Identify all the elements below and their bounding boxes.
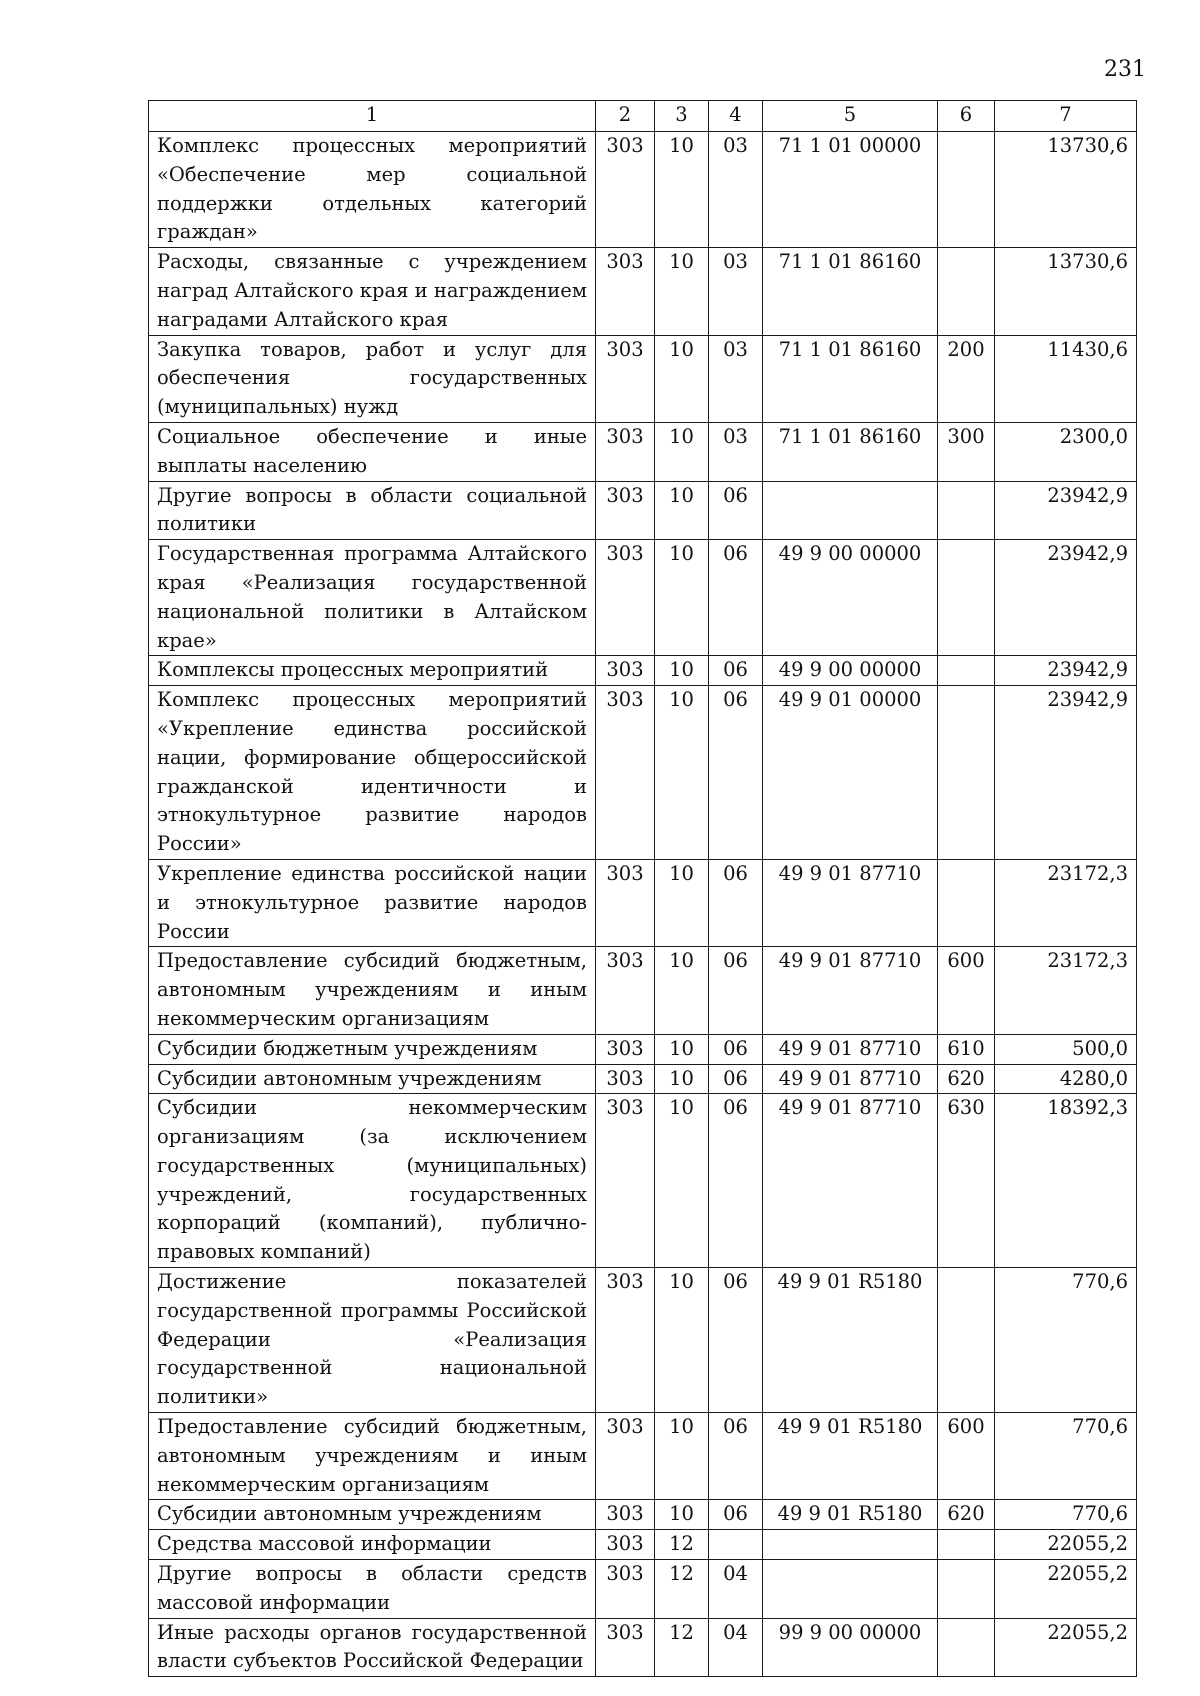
expense-type-cell	[938, 132, 995, 248]
row-name-cell: Субсидии некоммерческим организациям (за исключением государственных (муниципальных) учреждений, государственных корпораций (компаний), публично-правовых компаний)	[149, 1094, 596, 1268]
amount-cell: 23942,9	[995, 540, 1137, 656]
table-row	[149, 656, 1137, 686]
target-article-cell: 71 1 01 00000	[763, 132, 938, 248]
grbs-code-cell: 303	[596, 1500, 655, 1530]
amount-cell: 23942,9	[995, 686, 1137, 860]
grbs-code-cell: 303	[596, 859, 655, 946]
section-code-cell: 10	[655, 422, 709, 481]
amount-cell: 13730,6	[995, 132, 1137, 248]
row-name-cell: Государственная программа Алтайского края «Реализация государственной национальной политики в Алтайском крае»	[149, 540, 596, 656]
table-row	[149, 1413, 1137, 1500]
row-name-cell: Предоставление субсидий бюджетным, автономным учреждениям и иным некоммерческим организациям	[149, 947, 596, 1034]
amount-cell: 770,6	[995, 1500, 1137, 1530]
table-row	[149, 1560, 1137, 1619]
subsection-code-cell: 03	[709, 335, 763, 422]
grbs-code-cell: 303	[596, 481, 655, 540]
table-row	[149, 248, 1137, 335]
expense-type-cell: 600	[938, 947, 995, 1034]
header-cell-2: 2	[596, 101, 655, 132]
amount-cell: 500,0	[995, 1034, 1137, 1064]
expense-type-cell: 630	[938, 1094, 995, 1268]
header-cell-3: 3	[655, 101, 709, 132]
row-name-cell: Другие вопросы в области средств массовой информации	[149, 1560, 596, 1619]
subsection-code-cell: 04	[709, 1560, 763, 1619]
grbs-code-cell: 303	[596, 1560, 655, 1619]
grbs-code-cell: 303	[596, 422, 655, 481]
grbs-code-cell: 303	[596, 656, 655, 686]
amount-cell: 22055,2	[995, 1560, 1137, 1619]
grbs-code-cell: 303	[596, 1413, 655, 1500]
row-name-cell: Комплекс процессных мероприятий «Обеспечение мер социальной поддержки отдельных категорий граждан»	[149, 132, 596, 248]
row-name-cell: Иные расходы органов государственной власти субъектов Российской Федерации	[149, 1618, 596, 1677]
expense-type-cell: 600	[938, 1413, 995, 1500]
target-article-cell	[763, 481, 938, 540]
table-row	[149, 1064, 1137, 1094]
section-code-cell: 10	[655, 481, 709, 540]
grbs-code-cell: 303	[596, 1094, 655, 1268]
section-code-cell: 10	[655, 1094, 709, 1268]
amount-cell: 22055,2	[995, 1618, 1137, 1677]
row-name-cell: Достижение показателей государственной программы Российской Федерации «Реализация государственной национальной политики»	[149, 1268, 596, 1413]
grbs-code-cell: 303	[596, 686, 655, 860]
row-name-cell: Закупка товаров, работ и услуг для обеспечения государственных (муниципальных) нужд	[149, 335, 596, 422]
grbs-code-cell: 303	[596, 1034, 655, 1064]
grbs-code-cell: 303	[596, 947, 655, 1034]
table-body	[149, 132, 1137, 1677]
expense-type-cell: 200	[938, 335, 995, 422]
target-article-cell: 49 9 01 R5180	[763, 1268, 938, 1413]
row-name-cell: Субсидии бюджетным учреждениям	[149, 1034, 596, 1064]
target-article-cell: 49 9 01 87710	[763, 1064, 938, 1094]
section-code-cell: 10	[655, 1268, 709, 1413]
table-row	[149, 1094, 1137, 1268]
subsection-code-cell: 06	[709, 947, 763, 1034]
target-article-cell: 71 1 01 86160	[763, 248, 938, 335]
amount-cell: 23172,3	[995, 947, 1137, 1034]
expense-type-cell	[938, 686, 995, 860]
amount-cell: 770,6	[995, 1413, 1137, 1500]
section-code-cell: 10	[655, 248, 709, 335]
table-row	[149, 481, 1137, 540]
subsection-code-cell: 03	[709, 248, 763, 335]
grbs-code-cell: 303	[596, 248, 655, 335]
section-code-cell: 10	[655, 947, 709, 1034]
section-code-cell: 10	[655, 686, 709, 860]
amount-cell: 2300,0	[995, 422, 1137, 481]
section-code-cell: 10	[655, 335, 709, 422]
header-cell-7: 7	[995, 101, 1137, 132]
table-row	[149, 859, 1137, 946]
table-row	[149, 1500, 1137, 1530]
row-name-cell: Субсидии автономным учреждениям	[149, 1064, 596, 1094]
amount-cell: 4280,0	[995, 1064, 1137, 1094]
row-name-cell: Укрепление единства российской нации и этнокультурное развитие народов России	[149, 859, 596, 946]
section-code-cell: 10	[655, 1034, 709, 1064]
table-row	[149, 1268, 1137, 1413]
subsection-code-cell: 06	[709, 1064, 763, 1094]
grbs-code-cell: 303	[596, 1530, 655, 1560]
table-row	[149, 422, 1137, 481]
expense-type-cell: 620	[938, 1064, 995, 1094]
subsection-code-cell: 06	[709, 1500, 763, 1530]
row-name-cell: Комплекс процессных мероприятий «Укрепление единства российской нации, формирование общероссийской гражданской идентичности и этнокультурное развитие народов России»	[149, 686, 596, 860]
page-number: 231	[1104, 57, 1146, 82]
expense-type-cell	[938, 540, 995, 656]
row-name-cell: Средства массовой информации	[149, 1530, 596, 1560]
header-cell-1: 1	[149, 101, 596, 132]
section-code-cell: 10	[655, 656, 709, 686]
table-row	[149, 335, 1137, 422]
header-row	[149, 101, 1137, 132]
table-row	[149, 947, 1137, 1034]
subsection-code-cell: 04	[709, 1618, 763, 1677]
expense-type-cell	[938, 1268, 995, 1413]
header-cell-5: 5	[763, 101, 938, 132]
target-article-cell: 49 9 01 87710	[763, 947, 938, 1034]
amount-cell: 23172,3	[995, 859, 1137, 946]
subsection-code-cell: 06	[709, 859, 763, 946]
expense-type-cell: 610	[938, 1034, 995, 1064]
table-row	[149, 686, 1137, 860]
header-cell-6: 6	[938, 101, 995, 132]
amount-cell: 11430,6	[995, 335, 1137, 422]
subsection-code-cell: 06	[709, 1413, 763, 1500]
subsection-code-cell: 06	[709, 540, 763, 656]
target-article-cell: 99 9 00 00000	[763, 1618, 938, 1677]
expense-type-cell: 300	[938, 422, 995, 481]
target-article-cell: 49 9 00 00000	[763, 656, 938, 686]
target-article-cell: 49 9 00 00000	[763, 540, 938, 656]
subsection-code-cell: 03	[709, 422, 763, 481]
subsection-code-cell: 06	[709, 656, 763, 686]
row-name-cell: Комплексы процессных мероприятий	[149, 656, 596, 686]
section-code-cell: 10	[655, 859, 709, 946]
target-article-cell	[763, 1530, 938, 1560]
subsection-code-cell: 06	[709, 1268, 763, 1413]
section-code-cell: 10	[655, 1064, 709, 1094]
amount-cell: 13730,6	[995, 248, 1137, 335]
target-article-cell	[763, 1560, 938, 1619]
section-code-cell: 12	[655, 1530, 709, 1560]
grbs-code-cell: 303	[596, 1268, 655, 1413]
target-article-cell: 49 9 01 87710	[763, 859, 938, 946]
target-article-cell: 49 9 01 87710	[763, 1034, 938, 1064]
subsection-code-cell	[709, 1530, 763, 1560]
amount-cell: 23942,9	[995, 481, 1137, 540]
row-name-cell: Социальное обеспечение и иные выплаты населению	[149, 422, 596, 481]
grbs-code-cell: 303	[596, 132, 655, 248]
table-row	[149, 1618, 1137, 1677]
table-row	[149, 132, 1137, 248]
amount-cell: 770,6	[995, 1268, 1137, 1413]
expense-type-cell	[938, 1560, 995, 1619]
expense-type-cell	[938, 656, 995, 686]
row-name-cell: Предоставление субсидий бюджетным, автономным учреждениям и иным некоммерческим организациям	[149, 1413, 596, 1500]
subsection-code-cell: 06	[709, 1034, 763, 1064]
header-cell-4: 4	[709, 101, 763, 132]
subsection-code-cell: 03	[709, 132, 763, 248]
table-row	[149, 1530, 1137, 1560]
target-article-cell: 49 9 01 00000	[763, 686, 938, 860]
expense-type-cell	[938, 248, 995, 335]
expense-type-cell	[938, 481, 995, 540]
target-article-cell: 71 1 01 86160	[763, 422, 938, 481]
subsection-code-cell: 06	[709, 1094, 763, 1268]
amount-cell: 23942,9	[995, 656, 1137, 686]
subsection-code-cell: 06	[709, 686, 763, 860]
section-code-cell: 12	[655, 1560, 709, 1619]
grbs-code-cell: 303	[596, 335, 655, 422]
row-name-cell: Расходы, связанные с учреждением наград Алтайского края и награждением наградами Алтайского края	[149, 248, 596, 335]
table-row	[149, 540, 1137, 656]
expense-type-cell	[938, 1618, 995, 1677]
grbs-code-cell: 303	[596, 1064, 655, 1094]
expense-type-cell: 620	[938, 1500, 995, 1530]
table-row	[149, 1034, 1137, 1064]
grbs-code-cell: 303	[596, 1618, 655, 1677]
section-code-cell: 10	[655, 540, 709, 656]
budget-table	[148, 100, 1137, 1677]
row-name-cell: Субсидии автономным учреждениям	[149, 1500, 596, 1530]
expense-type-cell	[938, 859, 995, 946]
section-code-cell: 10	[655, 1413, 709, 1500]
target-article-cell: 49 9 01 R5180	[763, 1413, 938, 1500]
amount-cell: 22055,2	[995, 1530, 1137, 1560]
expense-type-cell	[938, 1530, 995, 1560]
grbs-code-cell: 303	[596, 540, 655, 656]
target-article-cell: 49 9 01 87710	[763, 1094, 938, 1268]
section-code-cell: 12	[655, 1618, 709, 1677]
section-code-cell: 10	[655, 132, 709, 248]
row-name-cell: Другие вопросы в области социальной политики	[149, 481, 596, 540]
target-article-cell: 49 9 01 R5180	[763, 1500, 938, 1530]
section-code-cell: 10	[655, 1500, 709, 1530]
amount-cell: 18392,3	[995, 1094, 1137, 1268]
target-article-cell: 71 1 01 86160	[763, 335, 938, 422]
subsection-code-cell: 06	[709, 481, 763, 540]
